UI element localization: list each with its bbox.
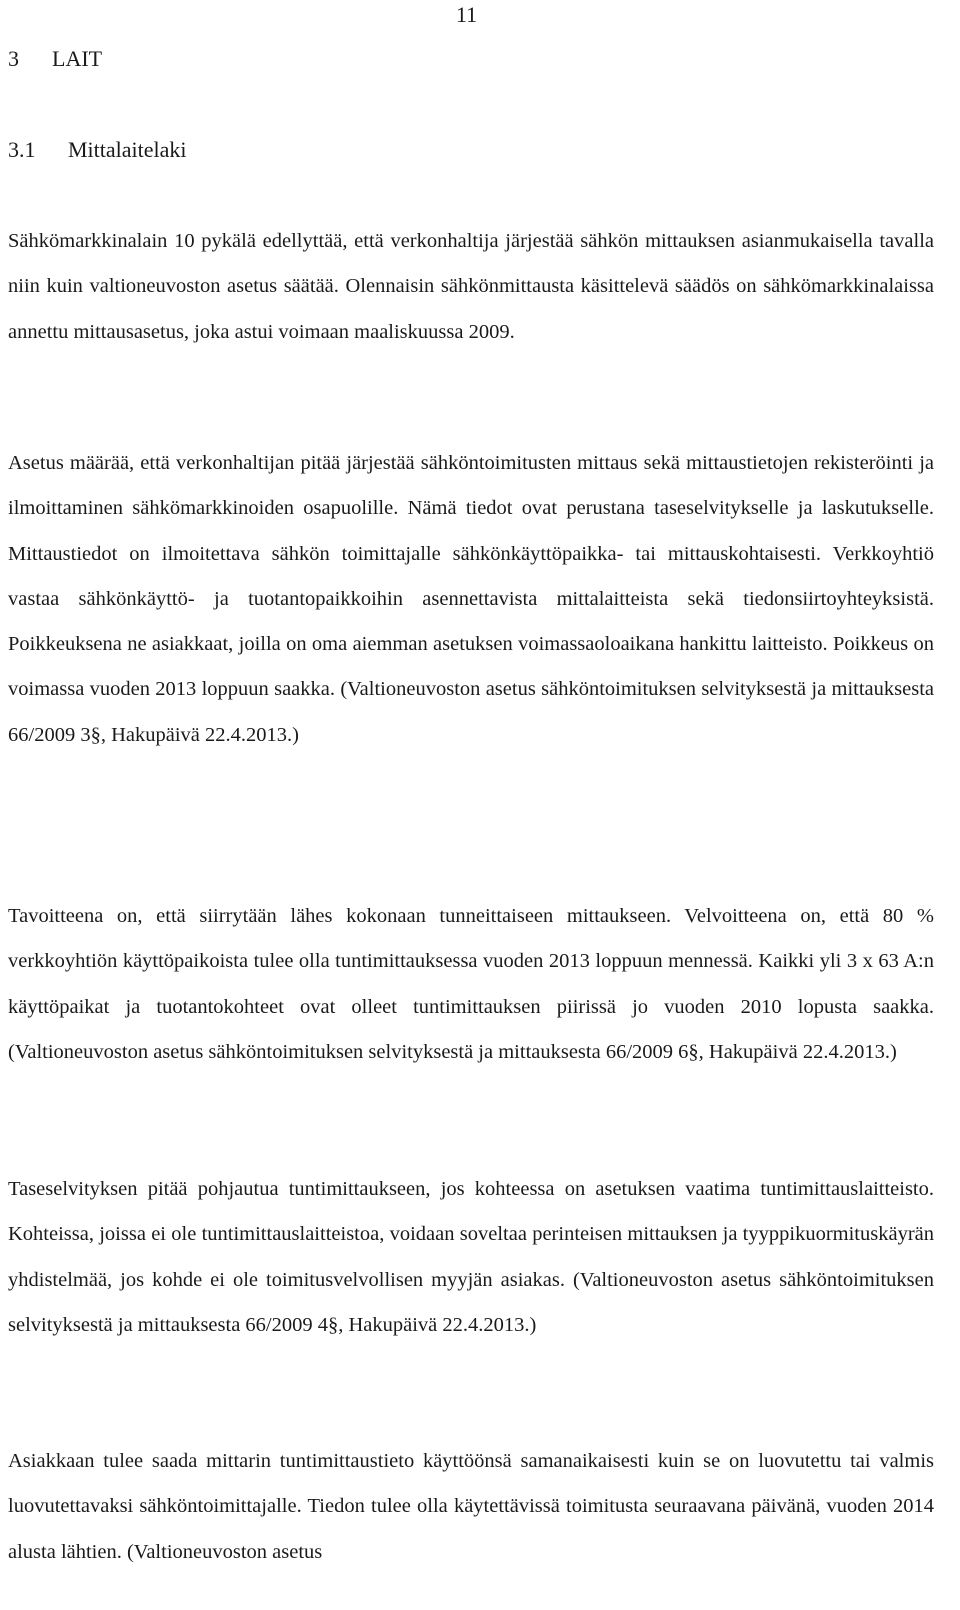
chapter-title: LAIT [52,46,103,71]
section-title: Mittalaitelaki [68,137,187,162]
paragraph-hourly-metering-goal: Tavoitteena on, että siirrytään lähes kokonaan tunneittaiseen mittaukseen. Velvoitteena on, että 80 % verkkoyhtiön käyttöpaikoista tulee olla tuntimittauksessa vuoden 2013 loppuun mennessä. Kaikki yli 3 x 63 A:n käyttöpaikat ja tuotantokohteet ovat olleet tuntimittauksen piirissä jo vuoden 2010 lopusta saakka. (Valtioneuvoston asetus sähköntoimituksen selvityksestä ja mittauksesta 66/2009 6§, Hakupäivä 22.4.2013.) [8,905,934,1063]
paragraph-decree-requirements: Asetus määrää, että verkonhaltijan pitää järjestää sähköntoimitusten mittaus sekä mittaustietojen rekisteröinti ja ilmoittaminen sähkömarkkinoiden osapuolille. Nämä tiedot ovat perustana taseselvitykselle ja laskutukselle. Mittaustiedot on ilmoitettava sähkön toimittajalle sähkönkäyttöpaikka- tai mittauskohtaisesti. Verkkoyhtiö vastaa sähkönkäyttö- ja tuotantopaikkoihin asennettavista mittalaitteista sekä tiedonsiirtoyhteyksistä. Poikkeuksena ne asiakkaat, joilla on oma aiemman asetuksen voimassaoloaikana hankittu laitteisto. Poikkeus on voimassa vuoden 2013 loppuun saakka. (Valtioneuvoston asetus sähköntoimituksen selvityksestä ja mittauksesta 66/2009 3§, Hakupäivä 22.4.2013.) [8,452,934,746]
page-number: 11 [456,2,478,27]
chapter-number: 3 [8,46,19,71]
section-heading [8,135,187,165]
paragraph-measurement-obligation: Sähkömarkkinalain 10 pykälä edellyttää, että verkonhaltija järjestää sähkön mittauksen asianmukaisella tavalla niin kuin valtioneuvoston asetus säätää. Olennaisin sähkönmittausta käsittelevä säädös on sähkömarkkinalaissa annettu mittausasetus, joka astui voimaan maaliskuussa 2009. [8,230,934,343]
paragraph-balance-settlement: Taseselvityksen pitää pohjautua tuntimittaukseen, jos kohteessa on asetuksen vaatima tuntimittauslaitteisto. Kohteissa, joissa ei ole tuntimittauslaitteistoa, voidaan soveltaa perinteisen mittauksen ja tyyppikuormituskäyrän yhdistelmää, jos kohde ei ole toimitusvelvollisen myyjän asiakas. (Valtioneuvoston asetus sähköntoimituksen selvityksestä ja mittauksesta 66/2009 4§, Hakupäivä 22.4.2013.) [8,1178,934,1336]
section-number: 3.1 [8,137,36,162]
paragraph-customer-data-access: Asiakkaan tulee saada mittarin tuntimittaustieto käyttöönsä samanaikaisesti kuin se on luovutettu tai valmis luovutettavaksi sähköntoimittajalle. Tiedon tulee olla käytettävissä toimitusta seuraavana päivänä, vuoden 2014 alusta lähtien. (Valtioneuvoston asetus [8,1450,934,1563]
chapter-heading [8,44,102,74]
